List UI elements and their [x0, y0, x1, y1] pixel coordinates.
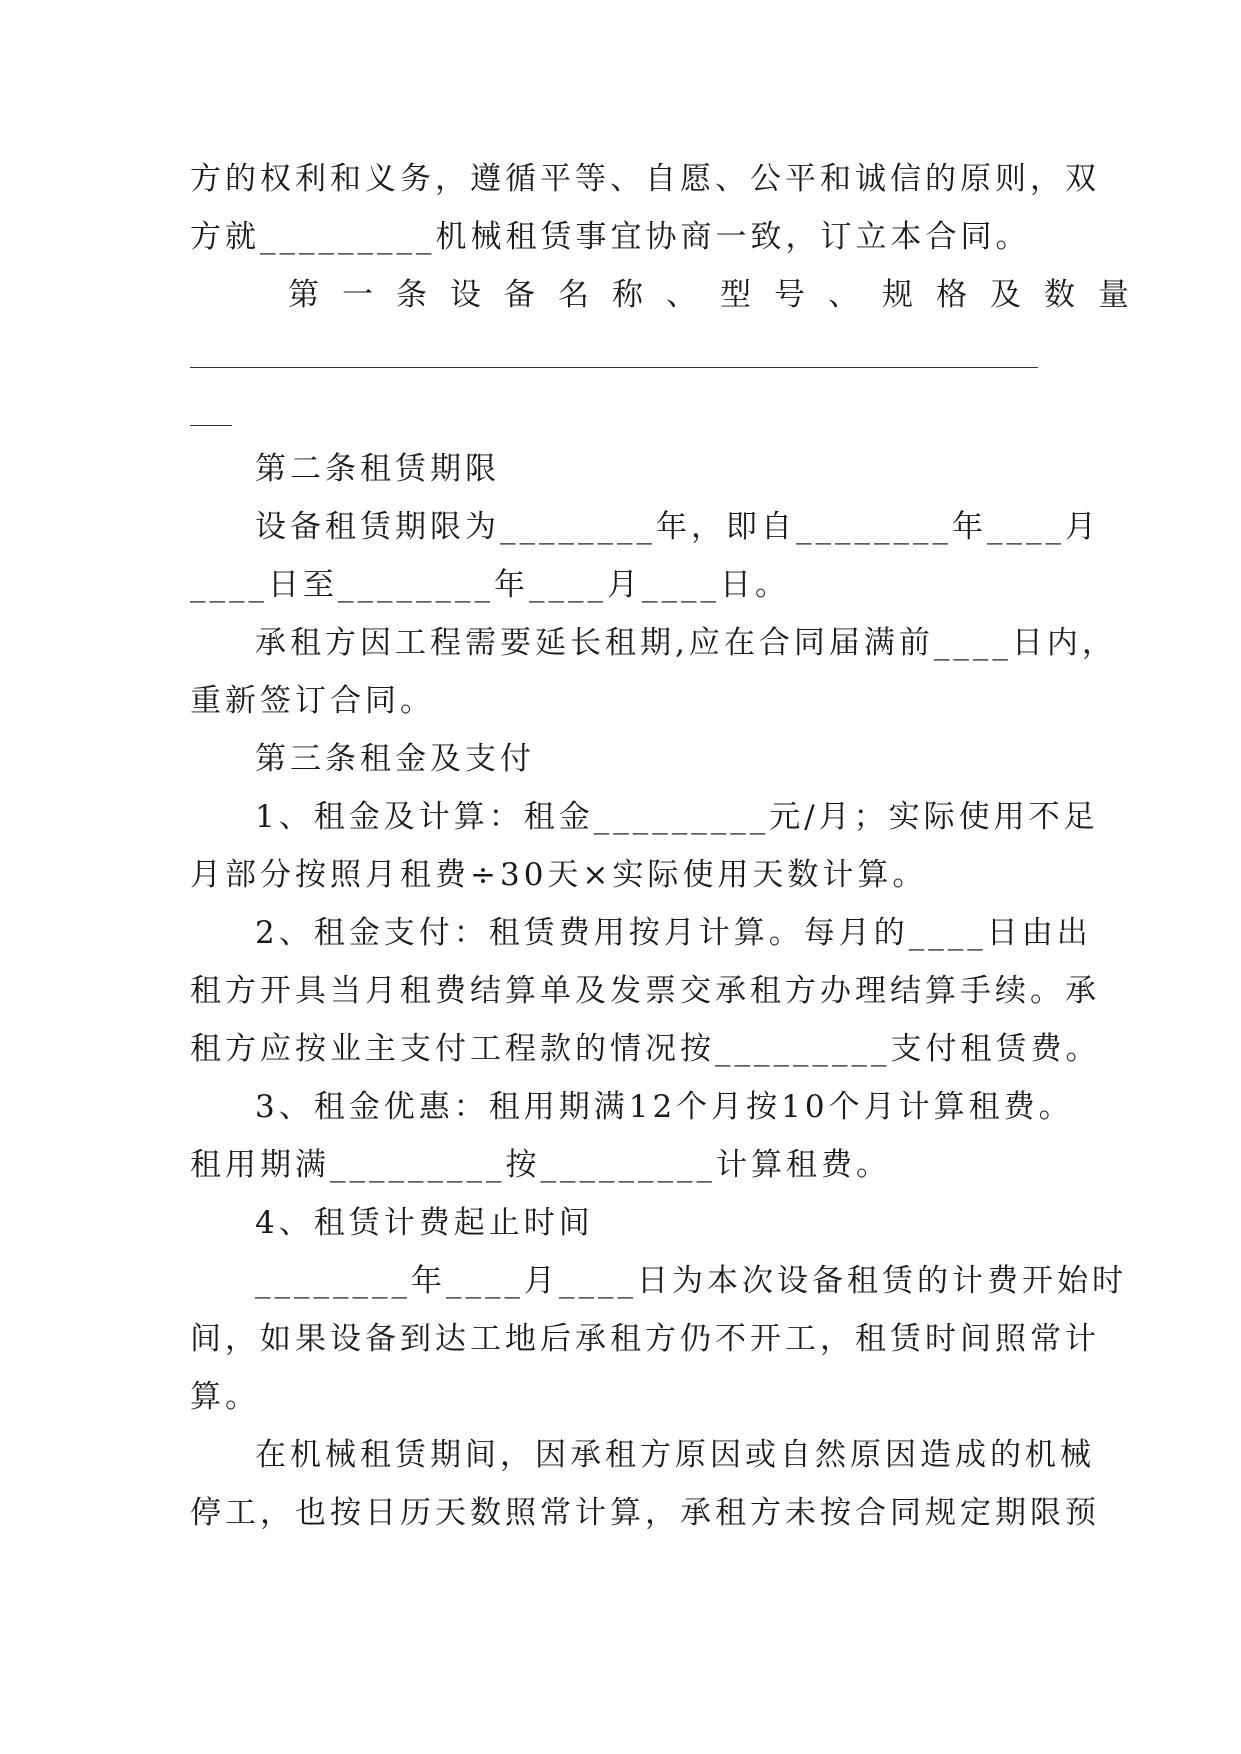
paragraph-line: 停工，也按日历天数照常计算，承租方未按合同规定期限预: [190, 1495, 1100, 1531]
paragraph-line: 承租方因工程需要延长租期,应在合同届满前____日内，: [255, 625, 1117, 661]
document-body: [190, 150, 1152, 1542]
paragraph-line: 2、租金支付：租赁费用按月计算。每月的____日由出: [255, 915, 1092, 951]
paragraph-line: 1、租金及计算：租金_________元/月；实际使用不足: [255, 799, 1099, 835]
article-1-heading: 第一条设备名称、型号、规格及数量: [288, 277, 1152, 313]
paragraph-line: 方的权利和义务，遵循平等、自愿、公平和诚信的原则，双: [190, 161, 1100, 197]
paragraph-line: 在机械租赁期间，因承租方原因或自然原因造成的机械: [255, 1437, 1095, 1473]
paragraph-line: 间，如果设备到达工地后承租方仍不开工，租赁时间照常计: [190, 1321, 1100, 1357]
blank-underline: [190, 367, 1038, 368]
paragraph-line: 方就_________机械租赁事宜协商一致，订立本合同。: [190, 219, 1031, 255]
paragraph-line: 算。: [190, 1379, 260, 1415]
article-2-heading: 第二条租赁期限: [255, 451, 500, 487]
paragraph-line: 3、租金优惠：租用期满12个月按10个月计算租费。: [255, 1089, 1074, 1125]
section-4-heading: 4、租赁计费起止时间: [255, 1205, 594, 1241]
paragraph-line: 设备租赁期限为________年，即自________年____月: [255, 509, 1100, 545]
fill-in-blank-line: [190, 324, 1050, 382]
fill-in-blank-line-continued: [190, 382, 1050, 440]
paragraph-line: 重新签订合同。: [190, 683, 435, 719]
paragraph-line: 租方应按业主支付工程款的情况按_________支付租赁费。: [190, 1031, 1101, 1067]
paragraph-line: 月部分按照月租费÷30天×实际使用天数计算。: [190, 857, 928, 893]
paragraph-line: 租方开具当月租费结算单及发票交承租方办理结算手续。承: [190, 973, 1100, 1009]
paragraph-line: 租用期满_________按_________计算租费。: [190, 1147, 891, 1183]
article-3-heading: 第三条租金及支付: [255, 741, 535, 777]
blank-underline: [190, 425, 232, 426]
paragraph-line: ________年____月____日为本次设备租赁的计费开始时: [255, 1263, 1127, 1299]
paragraph-line: ____日至________年____月____日。: [190, 567, 790, 603]
